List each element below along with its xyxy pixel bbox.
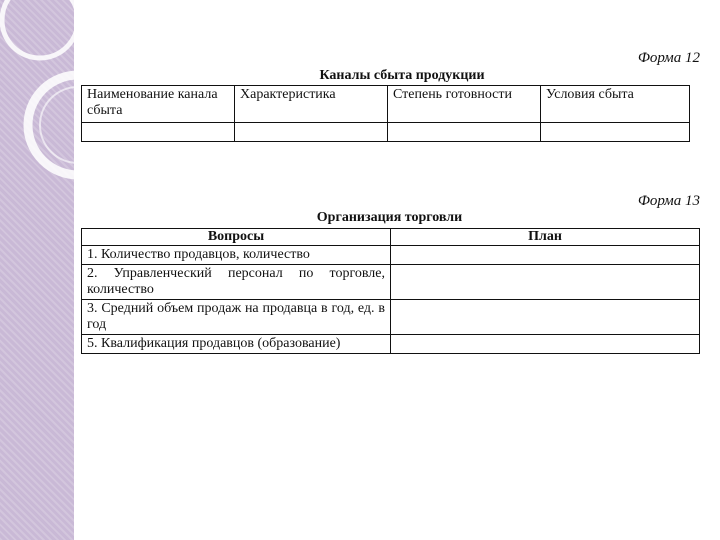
question-cell: 5. Квалификация продавцов (образование) xyxy=(82,335,391,354)
form-13-title: Организация торговли xyxy=(316,210,463,225)
table-cell xyxy=(82,123,235,142)
sidebar-edge xyxy=(74,0,78,540)
table-row xyxy=(82,300,700,335)
plan-cell xyxy=(391,300,700,335)
table-cell xyxy=(388,123,541,142)
question-cell: 1. Количество продавцов, количество xyxy=(82,246,391,265)
plan-cell xyxy=(391,265,700,300)
table-row xyxy=(82,335,700,354)
header-channel-name: Наименование канала сбыта xyxy=(82,86,235,123)
decorative-sidebar xyxy=(0,0,78,540)
table-row xyxy=(82,123,690,142)
form-13-label: Форма 13 xyxy=(637,193,700,209)
plan-cell xyxy=(391,335,700,354)
table-header-row xyxy=(82,229,700,246)
table-row xyxy=(82,246,700,265)
table-header-row xyxy=(82,86,690,123)
header-questions: Вопросы xyxy=(82,229,391,246)
trade-organization-table xyxy=(81,228,700,354)
header-characteristic: Характеристика xyxy=(235,86,388,123)
table-row xyxy=(82,265,700,300)
sales-channels-table xyxy=(81,85,690,142)
question-cell: 3. Средний объем продаж на продавца в год, ед. в год xyxy=(82,300,391,335)
table-cell xyxy=(541,123,690,142)
question-cell: 2. Управленческий персонал по торговле, количество xyxy=(82,265,391,300)
plan-cell xyxy=(391,246,700,265)
form-12-title: Каналы сбыта продукции xyxy=(319,68,485,83)
form-12-label: Форма 12 xyxy=(637,50,700,66)
header-plan: План xyxy=(391,229,700,246)
decorative-circles xyxy=(0,0,78,540)
header-conditions: Условия сбыта xyxy=(541,86,690,123)
table-cell xyxy=(235,123,388,142)
header-readiness: Степень готовности xyxy=(388,86,541,123)
